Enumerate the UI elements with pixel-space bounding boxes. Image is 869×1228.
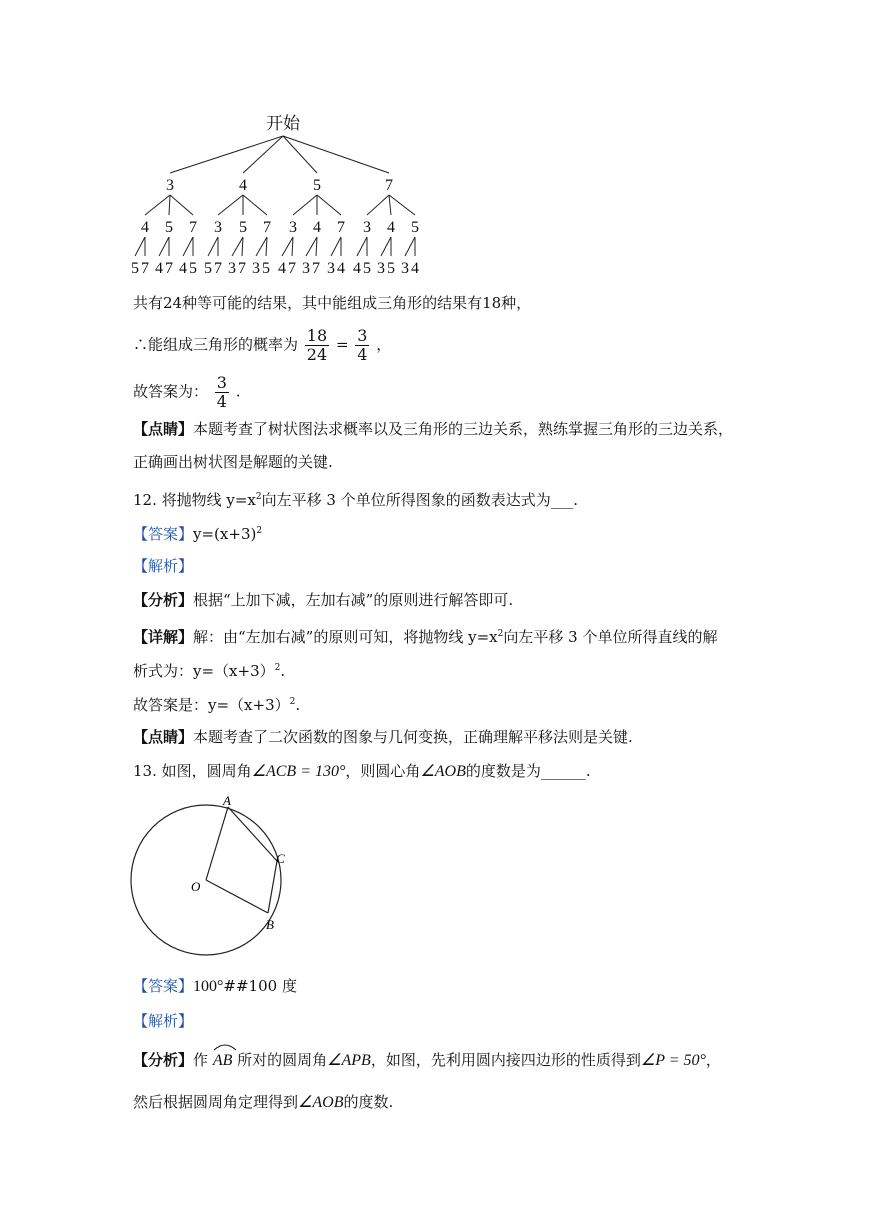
tree-leaf: 7	[238, 260, 246, 277]
q12-answer-base: y=(x+3)	[193, 525, 257, 543]
q11-answer-numerator: 3	[216, 373, 227, 392]
tree-leaf: 5	[204, 260, 212, 277]
tree-node-level2: 4	[313, 219, 321, 236]
tree-branch	[170, 136, 283, 173]
tree-node-level2: 4	[141, 219, 149, 236]
q12-fenxi-text: 根据“上加下减，左加右减”的原则进行解答即可.	[193, 591, 514, 609]
q13-answer-value: 100°	[193, 978, 224, 995]
q12-xiangjie-line-1	[133, 624, 717, 647]
tree-node-level2: 3	[289, 219, 297, 236]
tree-leaf: 4	[155, 260, 163, 277]
q11-result-line: 共有24种等可能的结果，其中能组成三角形的结果有18种，	[133, 294, 532, 312]
q12-answer-restate-end: .	[295, 696, 301, 714]
q11-answer-line	[133, 374, 241, 411]
tree-leaf: 3	[252, 260, 260, 277]
q11-probability-line	[133, 327, 391, 364]
q13-answer-tag: 【答案】	[133, 977, 194, 995]
q13-question-suffix: 的度数是为______.	[465, 762, 591, 780]
q11-frac2-denominator: 4	[357, 345, 368, 364]
tree-branch	[357, 237, 367, 256]
q12-xiangjie-line2-end: .	[280, 662, 286, 680]
tree-branch	[316, 237, 317, 256]
probability-tree-diagram	[0, 0, 869, 290]
tree-leaf: 3	[327, 260, 335, 277]
q11-prob-fraction-1	[305, 327, 329, 364]
q12-answer-exponent: 2	[256, 526, 263, 536]
q13-question-angle-aob: ∠AOB	[420, 763, 466, 780]
tree-leaf: 7	[288, 260, 296, 277]
q11-frac1-numerator: 18	[306, 326, 328, 345]
tree-branch	[243, 195, 267, 215]
tree-branch	[159, 237, 169, 256]
q11-answer-fraction	[215, 374, 229, 411]
tree-leaf: 4	[179, 260, 187, 277]
q12-question-suffix: 向左平移 3 个单位所得图象的函数表达式为___.	[261, 491, 578, 509]
tree-node-level2: 3	[214, 219, 222, 236]
q13-fenxi-arc-ab	[213, 1050, 233, 1071]
q11-prob-equals: =	[335, 335, 349, 354]
q11-answer-suffix: .	[235, 382, 241, 401]
tree-leaf: 7	[165, 260, 173, 277]
q12-answer-restate-exponent: 2	[289, 697, 296, 707]
tree-branch	[232, 237, 243, 256]
q13-fenxi-line2-angle: ∠AOB	[298, 1094, 344, 1111]
tree-node-level1: 4	[239, 177, 247, 194]
tree-node-level2: 4	[387, 219, 395, 236]
tree-leaf: 4	[353, 260, 361, 277]
tree-leaf: 7	[312, 260, 320, 277]
q13-fenxi-p3: ，如图，先利用圆内接四边形的性质得到	[370, 1051, 641, 1069]
tree-branch	[293, 195, 317, 215]
q11-prob-fraction-2	[355, 327, 369, 364]
label-c: C	[276, 851, 285, 866]
q12-fenxi-line	[133, 590, 513, 610]
q13-question-angle-acb: ∠ACB = 130°	[251, 763, 346, 780]
tree-branch	[389, 195, 415, 215]
tree-leaf: 7	[214, 260, 222, 277]
tree-node-level1: 7	[385, 177, 393, 194]
q12-xiangjie-prefix: 解：由“左加右减”的原则可知，将抛物线 y=x	[193, 628, 498, 646]
segment-ob	[206, 880, 268, 913]
q11-prob-suffix: ，	[376, 335, 392, 354]
tree-branch	[256, 237, 267, 256]
q12-xiangjie-line2-exponent: 2	[274, 663, 281, 673]
q13-answer-line	[133, 976, 297, 997]
q12-xiangjie-line-2	[133, 658, 285, 681]
tree-leaf: 3	[302, 260, 310, 277]
q13-fenxi-line2-p1: 然后根据圆周角定理得到	[133, 1093, 299, 1111]
tree-node-level2: 3	[363, 219, 371, 236]
q13-fenxi-angle-p: ∠P = 50°	[640, 1052, 706, 1069]
q13-fenxi-line-1	[133, 1050, 721, 1071]
tree-leaf: 4	[411, 260, 419, 277]
tree-leaf: 3	[377, 260, 385, 277]
q13-fenxi-line-2	[133, 1092, 393, 1113]
tree-node-level2: 7	[263, 219, 271, 236]
q13-fenxi-p4: ，	[705, 1051, 721, 1069]
segment-ac	[228, 807, 277, 861]
tree-branch	[331, 237, 341, 256]
tree-node-level2: 7	[189, 219, 197, 236]
q11-frac2-numerator: 3	[357, 326, 368, 345]
q11-prob-prefix: ∴能组成三角形的概率为	[133, 335, 299, 354]
tree-branch	[381, 237, 391, 256]
q12-question-prefix: 12. 将抛物线 y=x	[133, 491, 256, 509]
q12-comment-tag: 【点睛】	[133, 728, 194, 746]
segment-oa	[206, 807, 228, 880]
tree-branch	[145, 195, 170, 215]
tree-leaf: 5	[131, 260, 139, 277]
tree-branch	[389, 195, 391, 215]
q13-answer-alt: ##100 度	[223, 977, 297, 995]
tree-branch	[292, 237, 293, 256]
tree-branch	[405, 237, 415, 256]
q12-answer-tag: 【答案】	[133, 525, 194, 543]
tree-node-level2: 5	[411, 219, 419, 236]
tree-branch	[135, 237, 145, 256]
q12-xiangjie-exponent: 2	[497, 629, 504, 639]
circle-figure	[120, 795, 300, 965]
q13-fenxi-line2-p2: 的度数.	[343, 1093, 394, 1111]
tree-branch	[243, 136, 283, 173]
tree-leaf: 3	[401, 260, 409, 277]
tree-node-level2: 5	[165, 219, 173, 236]
tree-leaf: 4	[278, 260, 286, 277]
arc-symbol-icon	[213, 1043, 237, 1051]
q12-answer-restate	[133, 692, 300, 715]
tree-leaf: 4	[337, 260, 345, 277]
q11-comment-line-1	[133, 419, 733, 439]
q13-fenxi-angle-apb: ∠APB	[327, 1052, 371, 1069]
q11-comment-tag: 【点睛】	[133, 420, 194, 438]
tree-leaf: 7	[141, 260, 149, 277]
tree-leaf: 5	[387, 260, 395, 277]
tree-leaf: 3	[228, 260, 236, 277]
tree-branch	[367, 195, 389, 215]
label-b: B	[266, 917, 274, 932]
q13-question-prefix: 13. 如图，圆周角	[133, 762, 252, 780]
q11-frac1-denominator: 24	[306, 345, 328, 364]
tree-node-level2: 7	[337, 219, 345, 236]
q12-comment-line	[133, 727, 633, 747]
tree-branch	[242, 237, 243, 256]
tree-node-level1: 3	[166, 177, 174, 194]
tree-branch	[283, 136, 389, 173]
q13-fenxi-arc-label: AB	[212, 1052, 233, 1069]
tree-node-level1: 5	[313, 177, 321, 194]
q12-xiangjie-line2-base: 析式为：y=（x+3）	[133, 662, 275, 680]
q12-analysis-tag: 【解析】	[133, 557, 194, 575]
q13-fenxi-p2: 所对的圆周角	[237, 1051, 328, 1069]
tree-root: 开始	[266, 114, 300, 133]
tree-branch	[183, 237, 193, 256]
q11-comment-text-1: 本题考查了树状图法求概率以及三角形的三边关系，熟练掌握三角形的三边关系，	[193, 420, 734, 438]
label-o: O	[191, 879, 201, 894]
tree-branch	[169, 195, 170, 215]
q12-fenxi-tag: 【分析】	[133, 591, 194, 609]
q12-question-exponent: 2	[255, 492, 262, 502]
q11-answer-denominator: 4	[216, 392, 227, 411]
q12-xiangjie-tag: 【详解】	[133, 628, 194, 646]
q12-answer-line	[133, 521, 262, 544]
tree-branch	[317, 195, 341, 215]
q13-question	[133, 761, 591, 782]
tree-leaf: 5	[189, 260, 197, 277]
q12-question	[133, 487, 578, 510]
q11-answer-prefix: 故答案为：	[133, 382, 209, 401]
tree-branch	[306, 237, 317, 256]
q12-xiangjie-suffix: 向左平移 3 个单位所得直线的解	[503, 628, 718, 646]
tree-leaf: 5	[262, 260, 270, 277]
tree-node-level2: 5	[239, 219, 247, 236]
label-a: A	[223, 795, 231, 808]
q13-fenxi-p1: 作	[193, 1051, 209, 1069]
tree-branch	[282, 237, 293, 256]
tree-branch	[266, 237, 267, 256]
q12-answer-restate-base: 故答案是：y=（x+3）	[133, 696, 290, 714]
q11-comment-line-2: 正确画出树状图是解题的关键.	[133, 453, 333, 471]
q13-fenxi-tag: 【分析】	[133, 1051, 194, 1069]
tree-leaf: 5	[363, 260, 371, 277]
tree-branch	[170, 195, 193, 215]
segment-cb	[268, 861, 277, 913]
tree-branch	[218, 195, 243, 215]
q13-analysis-tag: 【解析】	[133, 1012, 194, 1030]
q12-comment-text: 本题考查了二次函数的图象与几何变换，正确理解平移法则是关键.	[193, 728, 633, 746]
tree-branch	[208, 237, 218, 256]
q13-question-mid: ，则圆心角	[345, 762, 421, 780]
